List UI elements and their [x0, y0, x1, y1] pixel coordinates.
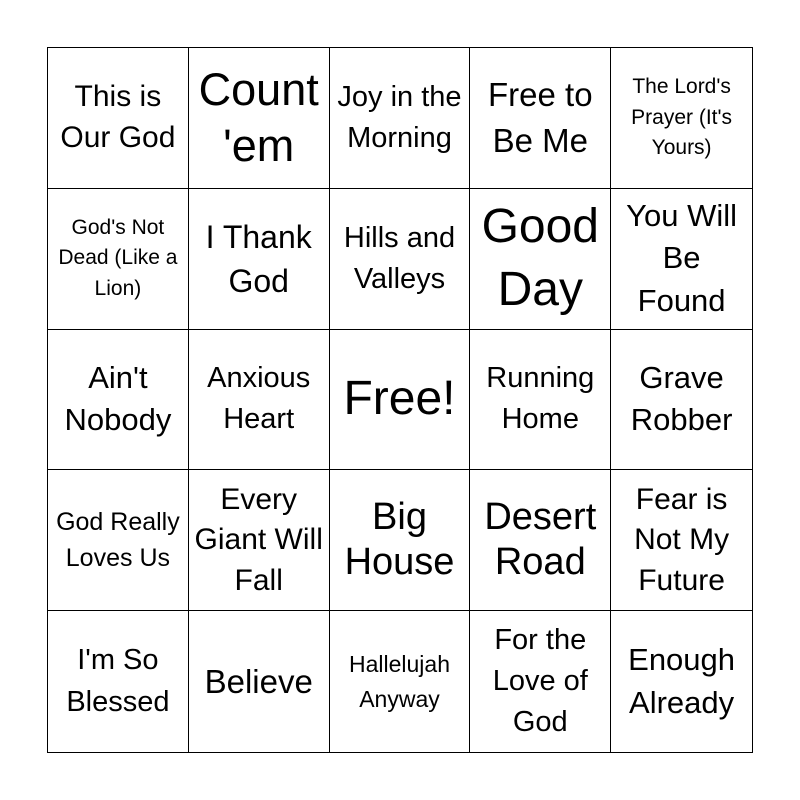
- bingo-cell[interactable]: [611, 189, 752, 330]
- bingo-cell[interactable]: [611, 330, 752, 471]
- cell-text: Count 'em: [198, 64, 319, 171]
- bingo-cell[interactable]: [611, 470, 752, 611]
- cell-text: Running Home: [486, 362, 595, 436]
- bingo-cell[interactable]: [470, 470, 611, 611]
- cell-text: Fear is Not My Future: [634, 482, 730, 597]
- bingo-cell[interactable]: [189, 330, 330, 471]
- cell-text: The Lord's Prayer (It's Yours): [631, 75, 733, 160]
- bingo-cell[interactable]: [470, 189, 611, 330]
- cell-text: Desert Road: [484, 495, 597, 584]
- cell-text: Hallelujah Anyway: [348, 651, 450, 712]
- free-space[interactable]: [330, 330, 471, 471]
- bingo-cell[interactable]: [189, 48, 330, 189]
- bingo-card: [47, 47, 753, 753]
- cell-text: Believe: [204, 662, 313, 700]
- cell-text: Free to Be Me: [488, 76, 593, 159]
- cell-text: Ain't Nobody: [64, 359, 172, 438]
- bingo-cell[interactable]: [470, 330, 611, 471]
- bingo-cell[interactable]: [470, 48, 611, 189]
- cell-text: I Thank God: [205, 218, 312, 299]
- bingo-cell[interactable]: [189, 189, 330, 330]
- cell-text: Free!: [343, 372, 456, 426]
- cell-text: Good Day: [481, 200, 599, 316]
- bingo-cell[interactable]: [48, 189, 189, 330]
- cell-text: Grave Robber: [630, 359, 733, 438]
- cell-text: For the Love of God: [492, 623, 588, 739]
- bingo-cell[interactable]: [330, 189, 471, 330]
- bingo-cell[interactable]: [470, 611, 611, 752]
- cell-text: This is Our God: [60, 80, 176, 154]
- cell-text: God Really Loves Us: [56, 508, 180, 573]
- bingo-cell[interactable]: [330, 470, 471, 611]
- bingo-cell[interactable]: [48, 611, 189, 752]
- cell-text: Joy in the Morning: [337, 80, 462, 154]
- bingo-cell[interactable]: [48, 330, 189, 471]
- cell-text: God's Not Dead (Like a Lion): [58, 216, 178, 300]
- cell-text: Enough Already: [628, 641, 736, 720]
- bingo-cell[interactable]: [189, 611, 330, 752]
- bingo-cell[interactable]: [48, 48, 189, 189]
- bingo-cell[interactable]: [330, 48, 471, 189]
- cell-text: I'm So Blessed: [66, 644, 170, 718]
- bingo-cell[interactable]: [189, 470, 330, 611]
- cell-text: You Will Be Found: [626, 197, 738, 319]
- cell-text: Anxious Heart: [207, 362, 311, 436]
- bingo-cell[interactable]: [611, 48, 752, 189]
- bingo-cell[interactable]: [330, 611, 471, 752]
- cell-text: Every Giant Will Fall: [194, 482, 323, 597]
- cell-text: Big House: [344, 495, 455, 584]
- cell-text: Hills and Valleys: [343, 221, 456, 295]
- bingo-cell[interactable]: [611, 611, 752, 752]
- bingo-cell[interactable]: [48, 470, 189, 611]
